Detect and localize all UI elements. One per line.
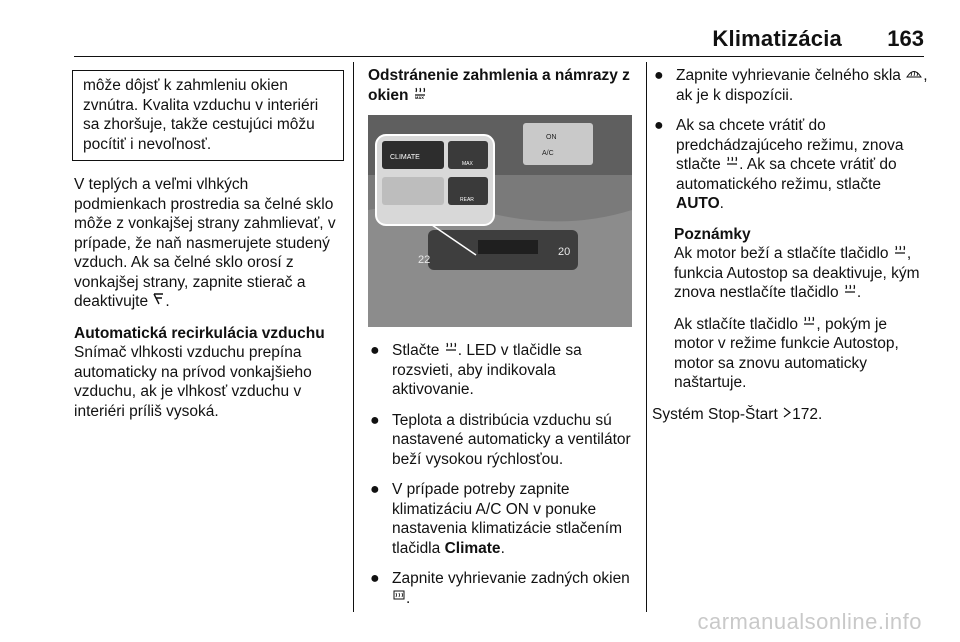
column-1 xyxy=(74,70,344,433)
defrost-max-icon xyxy=(843,284,857,299)
boxed-warning-note xyxy=(72,70,344,161)
defrost-max-icon xyxy=(725,156,739,171)
section-text: Snímač vlhkosti vzduchu prepína automaticky na prívod vonkajšieho vzduchu, ak je vlhkosť vzduchu v interiéri príliš vysoká. xyxy=(74,344,312,420)
section-heading-defrost xyxy=(368,66,636,105)
paragraph-text-end: . xyxy=(165,293,170,310)
column-divider-right xyxy=(646,62,647,612)
cross-reference-page[interactable]: 172. xyxy=(792,405,823,423)
list-item: ● Stlačte . LED v tlačidle sa rozsvieti, aby indikovala aktivovanie. xyxy=(370,342,582,398)
page-number: 163 xyxy=(887,26,924,51)
climate-panel-illustration xyxy=(368,115,632,327)
climate-control-photo xyxy=(368,115,632,327)
photo-label-temp-right: 20 xyxy=(558,246,571,258)
section-auto-recirculation xyxy=(74,324,344,422)
column-divider-left xyxy=(353,62,354,612)
header-rule xyxy=(74,56,924,57)
photo-label-ac: A/C xyxy=(542,150,554,157)
photo-label-on: ON xyxy=(546,134,557,141)
defrost-max-icon xyxy=(413,87,427,102)
photo-label-climate: CLIMATE xyxy=(390,154,420,161)
list-item: ● Ak sa chcete vrátiť do predchádzajúceho režimu, znova stlačte . Ak sa chcete vrátiť do automatického režimu, stlačte AUTO. xyxy=(654,117,904,212)
note-block xyxy=(652,225,928,393)
photo-label-rear: REAR xyxy=(460,197,474,203)
watermark: carmanualsonline.info xyxy=(697,609,922,634)
page-reference-arrow-icon xyxy=(782,407,792,421)
windscreen-heating-icon xyxy=(905,68,923,82)
additional-steps-list xyxy=(652,66,928,214)
defrost-max-icon xyxy=(444,342,458,357)
note-paragraph-1: Ak motor beží a stlačíte tlačidlo , funkcia Autostop sa deaktivuje, kým znova nestlačíte tlačidlo . xyxy=(674,245,920,301)
defrost-steps-list xyxy=(368,341,636,608)
list-item: ● V prípade potreby zapnite klimatizáciu A/C ON v ponuke nastavenia klimatizácie stlačením tlačidla Climate. xyxy=(370,481,623,557)
wiper-recirculation-icon xyxy=(152,292,165,308)
note-paragraph-2: Ak stlačíte tlačidlo , pokým je motor v režime funkcie Autostop, motor sa znovu automaticky naštartuje. xyxy=(674,315,899,391)
defrost-max-icon xyxy=(893,245,907,260)
defrost-max-icon xyxy=(802,316,816,331)
list-item: ● Zapnite vyhrievanie čelného skla , ak je k dispozícii. xyxy=(654,67,928,104)
list-item: ● Teplota a distribúcia vzduchu sú nastavené automaticky a ventilátor beží vysokou rýchlosťou. xyxy=(370,411,631,468)
column-3 xyxy=(652,66,928,436)
heading-text: Odstránenie zahmlenia a námrazy z okien xyxy=(368,67,630,104)
list-item: ● Zapnite vyhrievanie zadných okien . xyxy=(370,570,630,607)
section-heading: Automatická recirkulácia vzduchu xyxy=(74,324,325,342)
paragraph-humid-conditions xyxy=(74,175,344,312)
cross-reference[interactable]: Systém Stop-Štart 172. xyxy=(652,405,823,423)
photo-label-temp-left: 22 xyxy=(418,254,431,266)
boxed-note-text: môže dôjsť k zahmleniu okien zvnútra. Kvalita vzduchu v interiéri sa zhoršuje, takže cestujúci môžu pocítiť i nevoľnosť. xyxy=(83,77,319,153)
column-2 xyxy=(368,66,636,619)
photo-label-max: MAX xyxy=(462,161,473,167)
note-heading: Poznámky xyxy=(674,225,751,243)
rear-defrost-icon xyxy=(392,590,406,605)
paragraph-text: V teplých a veľmi vlhkých podmienkach prostredia sa čelné sklo môže z vonkajšej strany zahmlievať, v prípade, že naň nasmerujete studený vzduch. Ak sa čelné sklo orosí z vonkajšej strany, zapnite stierač a deaktivujte xyxy=(74,176,336,310)
page-title: Klimatizácia xyxy=(712,26,842,51)
svg-text:MAX: MAX xyxy=(414,94,424,99)
